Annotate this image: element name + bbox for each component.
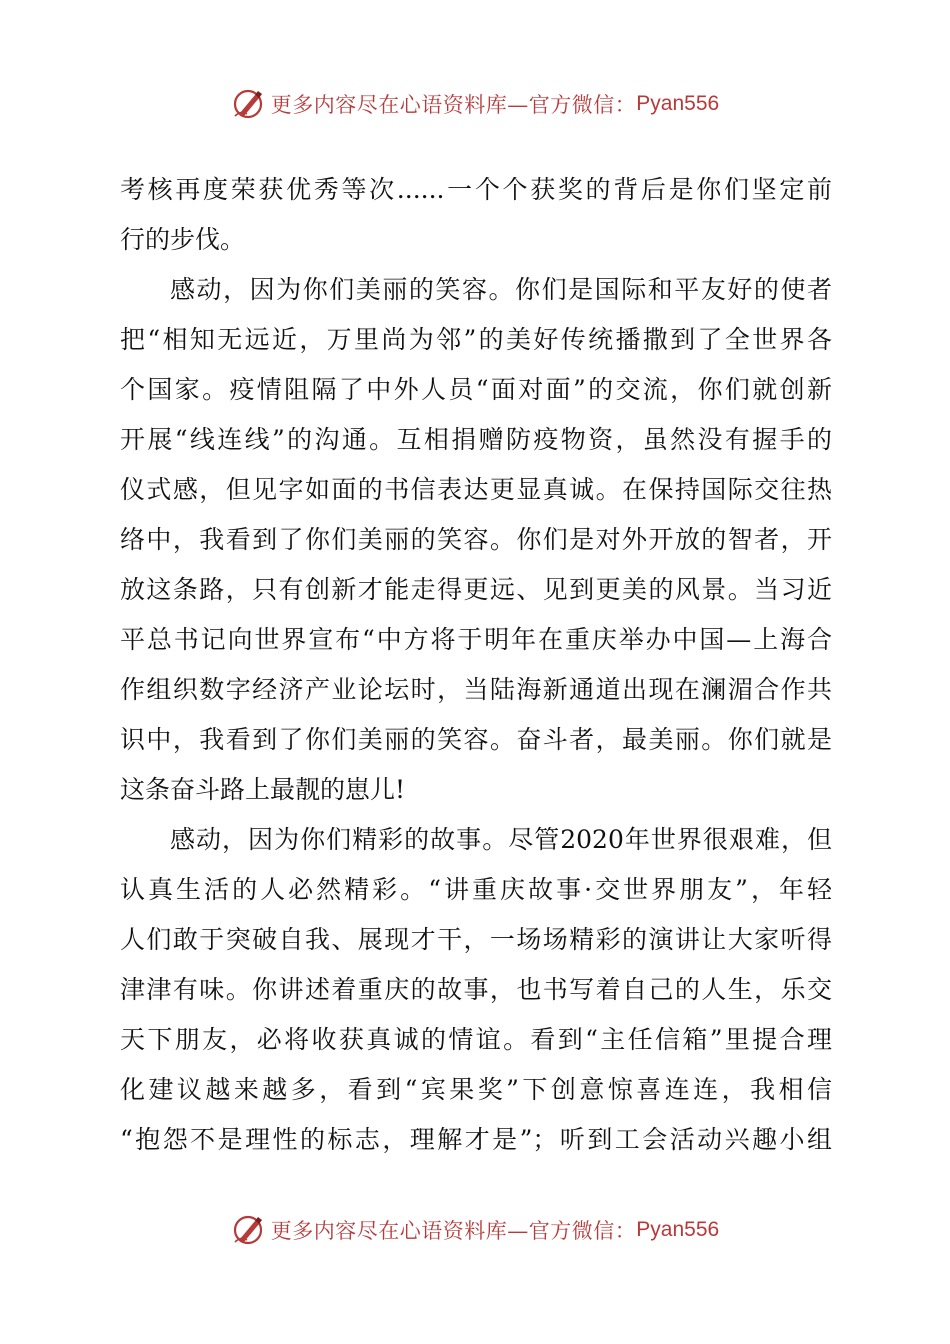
body-line: 考核再度荣获优秀等次......一个个获奖的背后是你们坚定前 [120,175,832,204]
body-line: 化建议越来越多，看到“宾果奖”下创意惊喜连连，我相信 [120,1075,832,1104]
header-banner [0,84,950,124]
body-line: 天下朋友，必将收获真诚的情谊。看到“主任信箱”里提合理 [120,1025,832,1054]
body-line: 开展“线连线”的沟通。互相捐赠防疫物资，虽然没有握手的 [120,425,832,454]
body-line: 这条奋斗路上最靓的崽儿! [120,775,406,804]
body-line: 仪式感，但见字如面的书信表达更显真诚。在保持国际交往热 [120,475,832,504]
body-line: 人们敢于突破自我、展现才干，一场场精彩的演讲让大家听得 [120,925,832,954]
footer-banner-text: 更多内容尽在心语资料库—官方微信： [270,1219,637,1243]
body-line: 识中，我看到了你们美丽的笑容。奋斗者，最美丽。你们就是 [120,725,832,754]
body-line: 认真生活的人必然精彩。“讲重庆故事·交世界朋友”，年轻 [120,875,832,904]
body-line: 行的步伐。 [120,225,246,254]
body-line: 放这条路，只有创新才能走得更远、见到更美的风景。当习近 [120,575,832,604]
body-line: “抱怨不是理性的标志，理解才是”；听到工会活动兴趣小组 [120,1125,832,1154]
paragraph-start: 感动，因为你们精彩的故事。尽管2020年世界很艰难，但 [170,825,832,854]
body-line: 络中，我看到了你们美丽的笑容。你们是对外开放的智者，开 [120,525,832,554]
body-line: 作组织数字经济产业论坛时，当陆海新通道出现在澜湄合作共 [120,675,832,704]
body-line: 把“相知无远近，万里尚为邻”的美好传统播撒到了全世界各 [120,325,832,354]
pen-nib-icon [231,86,267,122]
header-wechat-id: Pyan556 [636,92,720,115]
document-body [120,165,832,1165]
paragraph-start: 感动，因为你们美丽的笑容。你们是国际和平友好的使者 [170,275,832,304]
body-line: 平总书记向世界宣布“中方将于明年在重庆举办中国—上海合 [120,625,832,654]
pen-nib-icon [231,1212,267,1248]
body-line: 津津有味。你讲述着重庆的故事，也书写着自己的人生，乐交 [120,975,832,1004]
footer-banner [0,1210,950,1250]
footer-wechat-id: Pyan556 [636,1218,720,1241]
header-banner-text: 更多内容尽在心语资料库—官方微信： [270,93,637,117]
body-line: 个国家。疫情阻隔了中外人员“面对面”的交流，你们就创新 [120,375,832,404]
